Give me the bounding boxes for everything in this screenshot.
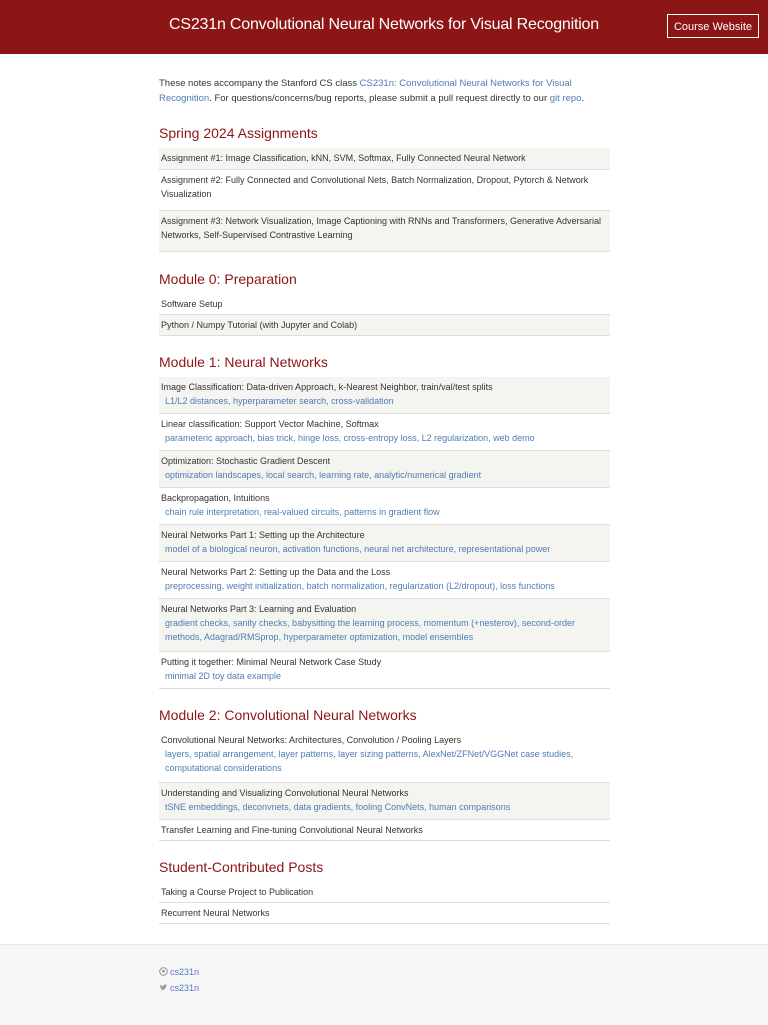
list-item: [159, 783, 610, 820]
item-label-link[interactable]: Software Setup: [161, 299, 223, 309]
item-topics-link[interactable]: L1/L2 distances, hyperparameter search, cross-validation: [165, 396, 394, 406]
section-title: Module 2: Convolutional Neural Networks: [159, 707, 417, 723]
list-item: [159, 488, 610, 525]
item-label-link[interactable]: Understanding and Visualizing Convolutional Neural Networks: [161, 788, 409, 798]
intro-text-part: .: [581, 93, 585, 104]
item-label-link[interactable]: Optimization: Stochastic Gradient Descent: [161, 456, 331, 466]
item-topics-link[interactable]: gradient checks, sanity checks, babysitting the learning process, momentum (+nesterov), second-order methods, Adagrad/RMSprop, hyperparameter optimization, model ensembles: [165, 618, 575, 642]
item-topics-link[interactable]: model of a biological neuron, activation functions, neural net architecture, representational power: [165, 544, 551, 554]
list-item: [159, 170, 610, 211]
item-topics-link[interactable]: chain rule interpretation, real-valued circuits, patterns in gradient flow: [165, 507, 440, 517]
item-topics-link[interactable]: minimal 2D toy data example: [165, 671, 282, 681]
intro-text-part: . For questions/concerns/bug reports, please submit a pull request directly to our: [209, 93, 550, 104]
list-item: [159, 315, 610, 336]
section-title: Spring 2024 Assignments: [159, 125, 318, 141]
item-label-link[interactable]: Neural Networks Part 1: Setting up the Architecture: [161, 530, 365, 540]
github-link[interactable]: [159, 967, 199, 977]
item-topics-link[interactable]: optimization landscapes, local search, learning rate, analytic/numerical gradient: [165, 470, 482, 480]
item-topics-link[interactable]: preprocessing, weight initialization, batch normalization, regularization (L2/dropout), loss functions: [165, 581, 555, 591]
course-website-button[interactable]: Course Website: [667, 14, 759, 38]
item-label-link[interactable]: Backpropagation, Intuitions: [161, 493, 270, 503]
list-item: [159, 652, 610, 689]
item-label-link[interactable]: Python / Numpy Tutorial (with Jupyter and Colab): [161, 320, 358, 330]
footer: [0, 944, 768, 1025]
site-title[interactable]: CS231n Convolutional Neural Networks for Visual Recognition: [169, 16, 599, 33]
intro-text-part: These notes accompany the Stanford CS class: [159, 78, 360, 89]
main-content: [159, 76, 610, 918]
item-label-link[interactable]: Assignment #1: Image Classification, kNN, SVM, Softmax, Fully Connected Neural Network: [161, 153, 526, 163]
list-item: [159, 730, 610, 783]
list-item: [159, 820, 610, 841]
section-title: Module 1: Neural Networks: [159, 354, 328, 370]
cs231n-course-link[interactable]: CS231n: Convolutional Neural Networks for Visual Recognition: [159, 78, 572, 104]
list-item: [159, 599, 610, 652]
item-label-link[interactable]: Neural Networks Part 2: Setting up the Data and the Loss: [161, 567, 391, 577]
section-title: Student-Contributed Posts: [159, 859, 324, 875]
list-item: [159, 377, 610, 414]
item-label-link[interactable]: Image Classification: Data-driven Approach, k-Nearest Neighbor, train/val/test splits: [161, 382, 493, 392]
list-item: [159, 562, 610, 599]
list-item: [159, 148, 610, 170]
list-item: [159, 294, 610, 315]
list-item: [159, 414, 610, 451]
twitter-handle: cs231n: [170, 983, 200, 993]
list-item: [159, 903, 610, 924]
github-icon: [159, 967, 168, 976]
item-label-link[interactable]: Assignment #3: Network Visualization, Image Captioning with RNNs and Transformers, Generative Adversarial Networks, Self-Supervised Contrastive Learning: [161, 216, 602, 240]
item-label-link[interactable]: Recurrent Neural Networks: [161, 908, 270, 918]
item-label-link[interactable]: Neural Networks Part 3: Learning and Evaluation: [161, 604, 357, 614]
item-label-link[interactable]: Transfer Learning and Fine-tuning Convolutional Neural Networks: [161, 825, 423, 835]
intro-text: [159, 76, 610, 106]
item-label-link[interactable]: Taking a Course Project to Publication: [161, 887, 314, 897]
twitter-icon: [159, 983, 168, 992]
list-item: [159, 451, 610, 488]
list-item: [159, 211, 610, 252]
section-title: Module 0: Preparation: [159, 271, 297, 287]
item-label-link[interactable]: Linear classification: Support Vector Machine, Softmax: [161, 419, 379, 429]
item-label-link[interactable]: Putting it together: Minimal Neural Network Case Study: [161, 657, 382, 667]
github-handle: cs231n: [170, 967, 200, 977]
list-item: [159, 525, 610, 562]
item-topics-link[interactable]: tSNE embeddings, deconvnets, data gradients, fooling ConvNets, human comparisons: [165, 802, 511, 812]
site-header: [0, 0, 768, 54]
item-label-link[interactable]: Convolutional Neural Networks: Architectures, Convolution / Pooling Layers: [161, 735, 462, 745]
item-topics-link[interactable]: parameteric approach, bias trick, hinge loss, cross-entropy loss, L2 regularization, web demo: [165, 433, 535, 443]
item-label-link[interactable]: Assignment #2: Fully Connected and Convolutional Nets, Batch Normalization, Dropout, Pytorch & Network Visualization: [161, 175, 589, 199]
item-topics-link[interactable]: layers, spatial arrangement, layer patterns, layer sizing patterns, AlexNet/ZFNet/VGGNet case studies, computational considerations: [165, 749, 574, 773]
git-repo-link[interactable]: git repo: [549, 93, 582, 104]
twitter-link[interactable]: [159, 983, 199, 993]
list-item: [159, 882, 610, 903]
